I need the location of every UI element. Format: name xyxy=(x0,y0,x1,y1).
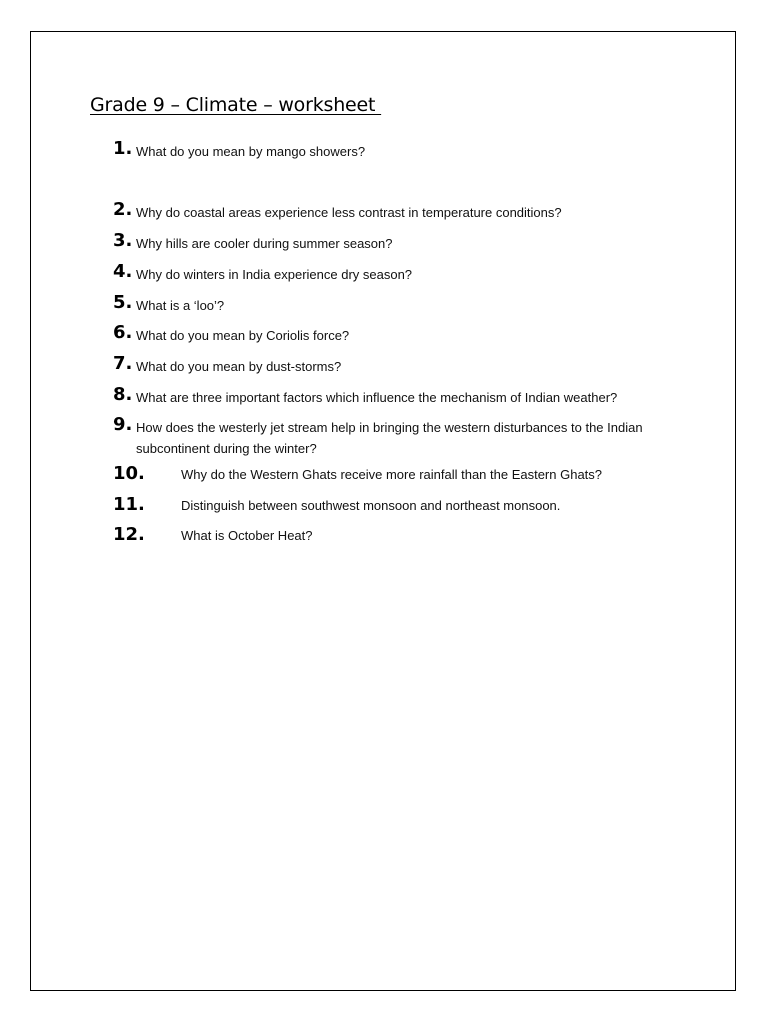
question-text: What are three important factors which influence the mechanism of Indian weather? xyxy=(136,390,618,405)
question-number: 11. xyxy=(113,494,145,515)
question-text: What is October Heat? xyxy=(181,528,313,543)
question-text: Why hills are cooler during summer season? xyxy=(136,236,393,251)
question-text: Why do the Western Ghats receive more rainfall than the Eastern Ghats? xyxy=(181,467,603,482)
question-text: Distinguish between southwest monsoon and northeast monsoon. xyxy=(181,498,561,513)
question-number: 5. xyxy=(113,292,133,313)
question-number: 2. xyxy=(113,199,133,220)
question-number: 4. xyxy=(113,261,133,282)
question-text: How does the westerly jet stream help in bringing the western disturbances to the Indian subcontinent during the winter? xyxy=(136,420,643,456)
question-number: 6. xyxy=(113,322,133,343)
question-text: What is a ‘loo’? xyxy=(136,298,225,313)
question-text: What do you mean by Coriolis force? xyxy=(136,328,350,343)
question-number: 10. xyxy=(113,463,145,484)
question-text: What do you mean by dust-storms? xyxy=(136,359,342,374)
question-text: Why do coastal areas experience less contrast in temperature conditions? xyxy=(136,205,562,220)
question-number: 7. xyxy=(113,353,133,374)
worksheet-title: Grade 9 – Climate – worksheet xyxy=(90,94,382,116)
question-number: 1. xyxy=(113,138,133,159)
question-text: Why do winters in India experience dry season? xyxy=(136,267,413,282)
question-number: 8. xyxy=(113,384,133,405)
question-number: 12. xyxy=(113,524,145,545)
question-number: 3. xyxy=(113,230,133,251)
question-number: 9. xyxy=(113,414,133,435)
question-text: What do you mean by mango showers? xyxy=(136,144,366,159)
